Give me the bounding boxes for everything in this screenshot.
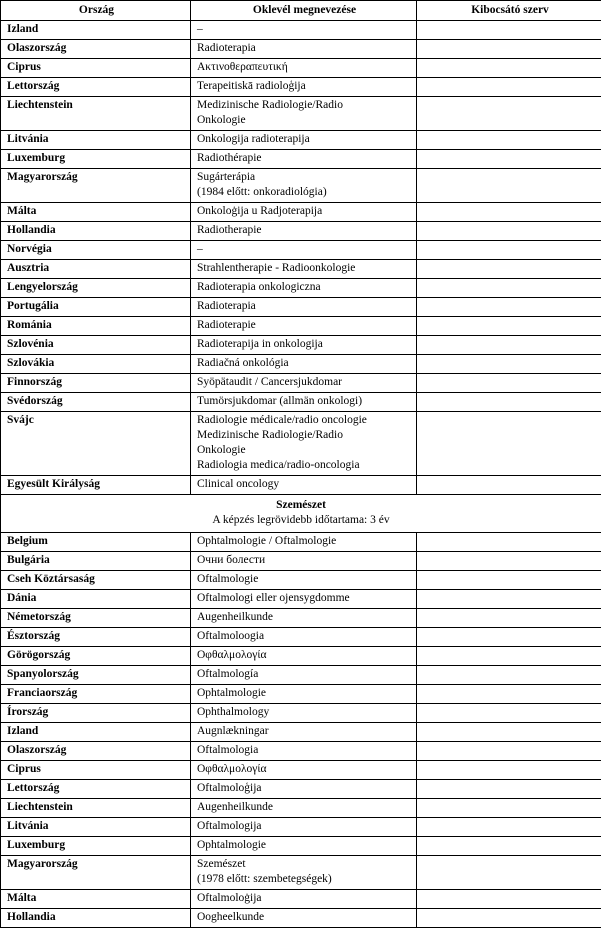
issuer-cell — [417, 909, 601, 928]
country-cell: Németország — [1, 609, 191, 628]
country-cell: Szlovákia — [1, 355, 191, 374]
country-cell: Málta — [1, 203, 191, 222]
country-cell: Finnország — [1, 374, 191, 393]
issuer-cell — [417, 818, 601, 837]
diploma-cell — [191, 647, 417, 666]
country-cell: Románia — [1, 317, 191, 336]
diploma-line: Oftalmoloġija — [197, 891, 412, 906]
country-cell: Olaszország — [1, 40, 191, 59]
section-title: Szemészet — [5, 498, 597, 513]
diploma-line: Radioterapija in onkologija — [197, 337, 412, 352]
diploma-line: Radioterapia onkologiczna — [197, 280, 412, 295]
diploma-line: Medizinische Radiologie/Radio — [197, 98, 412, 113]
diploma-cell — [191, 169, 417, 203]
issuer-cell — [417, 203, 601, 222]
table-row — [1, 761, 601, 780]
issuer-cell — [417, 131, 601, 150]
diploma-cell — [191, 317, 417, 336]
country-cell: Belgium — [1, 533, 191, 552]
issuer-cell — [417, 393, 601, 412]
header-row — [1, 1, 601, 21]
issuer-cell — [417, 412, 601, 476]
diploma-cell — [191, 742, 417, 761]
table-row — [1, 336, 601, 355]
diploma-line: Oftalmologia — [197, 743, 412, 758]
issuer-cell — [417, 742, 601, 761]
diploma-line: Radioterapia — [197, 41, 412, 56]
country-cell: Hollandia — [1, 909, 191, 928]
issuer-cell — [417, 837, 601, 856]
diploma-line: Oftalmoloogia — [197, 629, 412, 644]
table-row — [1, 131, 601, 150]
diploma-cell — [191, 374, 417, 393]
diploma-cell — [191, 552, 417, 571]
issuer-cell — [417, 666, 601, 685]
header-diploma: Oklevél megnevezése — [191, 1, 417, 21]
diploma-line: Oftalmoloģija — [197, 781, 412, 796]
issuer-cell — [417, 169, 601, 203]
country-cell: Liechtenstein — [1, 97, 191, 131]
table-row — [1, 704, 601, 723]
issuer-cell — [417, 59, 601, 78]
diploma-cell — [191, 241, 417, 260]
issuer-cell — [417, 647, 601, 666]
diploma-cell — [191, 799, 417, 818]
table-row — [1, 222, 601, 241]
country-cell: Izland — [1, 723, 191, 742]
country-cell: Lengyelország — [1, 279, 191, 298]
table-row — [1, 355, 601, 374]
country-cell: Litvánia — [1, 818, 191, 837]
issuer-cell — [417, 761, 601, 780]
issuer-cell — [417, 723, 601, 742]
diploma-cell — [191, 279, 417, 298]
country-cell: Svájc — [1, 412, 191, 476]
country-cell: Luxemburg — [1, 837, 191, 856]
diploma-line: – — [197, 22, 412, 37]
diploma-line: Clinical oncology — [197, 477, 412, 492]
diploma-line: Radioterapie — [197, 318, 412, 333]
diploma-line: Strahlentherapie - Radioonkologie — [197, 261, 412, 276]
country-cell: Spanyolország — [1, 666, 191, 685]
diploma-line: Radioterapia — [197, 299, 412, 314]
diploma-line: Ophtalmologie — [197, 686, 412, 701]
table-row — [1, 59, 601, 78]
diploma-cell — [191, 818, 417, 837]
table-row — [1, 799, 601, 818]
country-cell: Lettország — [1, 78, 191, 97]
issuer-cell — [417, 685, 601, 704]
issuer-cell — [417, 609, 601, 628]
table-row — [1, 97, 601, 131]
diploma-line: Oftalmología — [197, 667, 412, 682]
country-cell: Bulgária — [1, 552, 191, 571]
table-header — [1, 1, 601, 21]
table-row — [1, 723, 601, 742]
country-cell: Luxemburg — [1, 150, 191, 169]
country-cell: Svédország — [1, 393, 191, 412]
diploma-cell — [191, 723, 417, 742]
diploma-cell — [191, 837, 417, 856]
table-row — [1, 856, 601, 890]
diploma-line: Onkologie — [197, 113, 412, 128]
diploma-line: Augenheilkunde — [197, 610, 412, 625]
section-row — [1, 495, 601, 533]
diploma-cell — [191, 260, 417, 279]
table-row — [1, 412, 601, 476]
issuer-cell — [417, 97, 601, 131]
table-row — [1, 609, 601, 628]
diploma-cell — [191, 21, 417, 40]
table-row — [1, 241, 601, 260]
diploma-line: – — [197, 242, 412, 257]
issuer-cell — [417, 336, 601, 355]
issuer-cell — [417, 780, 601, 799]
country-cell: Észtország — [1, 628, 191, 647]
table-row — [1, 837, 601, 856]
diploma-cell — [191, 685, 417, 704]
diploma-line: Augnlækningar — [197, 724, 412, 739]
diploma-line: Oftalmologie — [197, 572, 412, 587]
table-row — [1, 590, 601, 609]
country-cell: Liechtenstein — [1, 799, 191, 818]
issuer-cell — [417, 533, 601, 552]
table-row — [1, 685, 601, 704]
table-row — [1, 818, 601, 837]
table-row — [1, 571, 601, 590]
diploma-cell — [191, 571, 417, 590]
diploma-line: Radiotherapie — [197, 223, 412, 238]
issuer-cell — [417, 628, 601, 647]
diploma-line: Οφθαλμολογία — [197, 762, 412, 777]
country-cell: Olaszország — [1, 742, 191, 761]
table-row — [1, 552, 601, 571]
diploma-line: Очни болести — [197, 553, 412, 568]
rows-ophthalmology — [1, 533, 601, 928]
country-cell: Ciprus — [1, 761, 191, 780]
diploma-cell — [191, 476, 417, 495]
table-row — [1, 279, 601, 298]
country-cell: Írország — [1, 704, 191, 723]
section-cell — [1, 495, 601, 533]
issuer-cell — [417, 374, 601, 393]
table-row — [1, 317, 601, 336]
country-cell: Ciprus — [1, 59, 191, 78]
table-row — [1, 298, 601, 317]
country-cell: Lettország — [1, 780, 191, 799]
country-cell: Portugália — [1, 298, 191, 317]
issuer-cell — [417, 298, 601, 317]
country-cell: Málta — [1, 890, 191, 909]
diploma-cell — [191, 393, 417, 412]
diploma-cell — [191, 203, 417, 222]
diploma-line: Onkologija radioterapija — [197, 132, 412, 147]
diploma-cell — [191, 131, 417, 150]
country-cell: Magyarország — [1, 169, 191, 203]
header-issuer: Kibocsátó szerv — [417, 1, 601, 21]
diploma-line: Augenheilkunde — [197, 800, 412, 815]
table-row — [1, 40, 601, 59]
issuer-cell — [417, 150, 601, 169]
diploma-line: Ακτινοθεραπευτική — [197, 60, 412, 75]
issuer-cell — [417, 78, 601, 97]
diploma-cell — [191, 412, 417, 476]
issuer-cell — [417, 40, 601, 59]
table-row — [1, 203, 601, 222]
country-cell: Dánia — [1, 590, 191, 609]
diploma-line: (1978 előtt: szembetegségek) — [197, 872, 412, 887]
diploma-line: Syöpätaudit / Cancersjukdomar — [197, 375, 412, 390]
diploma-cell — [191, 704, 417, 723]
issuer-cell — [417, 590, 601, 609]
table-row — [1, 393, 601, 412]
diploma-line: Radiačná onkológia — [197, 356, 412, 371]
country-cell: Norvégia — [1, 241, 191, 260]
table-row — [1, 21, 601, 40]
issuer-cell — [417, 241, 601, 260]
issuer-cell — [417, 552, 601, 571]
issuer-cell — [417, 571, 601, 590]
diploma-line: Tumörsjukdomar (allmän onkologi) — [197, 394, 412, 409]
diploma-line: Szemészet — [197, 857, 412, 872]
diploma-line: Onkologie — [197, 443, 412, 458]
diploma-cell — [191, 780, 417, 799]
table-row — [1, 476, 601, 495]
table-row — [1, 647, 601, 666]
diploma-cell — [191, 590, 417, 609]
diploma-line: Oftalmologija — [197, 819, 412, 834]
diploma-cell — [191, 533, 417, 552]
diploma-cell — [191, 97, 417, 131]
diploma-cell — [191, 856, 417, 890]
diploma-line: Ophtalmologie — [197, 838, 412, 853]
diploma-cell — [191, 890, 417, 909]
country-cell: Ausztria — [1, 260, 191, 279]
table-row — [1, 374, 601, 393]
issuer-cell — [417, 279, 601, 298]
diploma-line: Onkoloġija u Radjoterapija — [197, 204, 412, 219]
section-header — [1, 495, 601, 533]
diploma-line: Radiologia medica/radio-oncologia — [197, 458, 412, 473]
issuer-cell — [417, 856, 601, 890]
table-row — [1, 780, 601, 799]
table-row — [1, 169, 601, 203]
country-cell: Egyesült Királyság — [1, 476, 191, 495]
issuer-cell — [417, 704, 601, 723]
table-row — [1, 78, 601, 97]
issuer-cell — [417, 317, 601, 336]
diploma-cell — [191, 336, 417, 355]
issuer-cell — [417, 21, 601, 40]
diploma-line: Sugárterápia — [197, 170, 412, 185]
diploma-line: Medizinische Radiologie/Radio — [197, 428, 412, 443]
diploma-line: Ophtalmologie / Oftalmologie — [197, 534, 412, 549]
table-row — [1, 666, 601, 685]
table-row — [1, 909, 601, 928]
issuer-cell — [417, 890, 601, 909]
diploma-cell — [191, 222, 417, 241]
issuer-cell — [417, 355, 601, 374]
table-row — [1, 628, 601, 647]
diploma-cell — [191, 78, 417, 97]
country-cell: Hollandia — [1, 222, 191, 241]
diploma-line: Ophthalmology — [197, 705, 412, 720]
diploma-line: Radiothérapie — [197, 151, 412, 166]
country-cell: Magyarország — [1, 856, 191, 890]
issuer-cell — [417, 799, 601, 818]
country-cell: Szlovénia — [1, 336, 191, 355]
diploma-cell — [191, 355, 417, 374]
diploma-line: Οφθαλμολογία — [197, 648, 412, 663]
diploma-cell — [191, 761, 417, 780]
table-row — [1, 150, 601, 169]
table-row — [1, 742, 601, 761]
rows-radiotherapy — [1, 21, 601, 495]
diploma-cell — [191, 298, 417, 317]
country-cell: Cseh Köztársaság — [1, 571, 191, 590]
country-cell: Izland — [1, 21, 191, 40]
diploma-cell — [191, 40, 417, 59]
section-subtitle: A képzés legrövidebb időtartama: 3 év — [5, 513, 597, 528]
diploma-cell — [191, 609, 417, 628]
country-cell: Görögország — [1, 647, 191, 666]
diploma-line: Radiologie médicale/radio oncologie — [197, 413, 412, 428]
table-row — [1, 890, 601, 909]
issuer-cell — [417, 260, 601, 279]
diploma-line: Oogheelkunde — [197, 910, 412, 925]
header-country: Ország — [1, 1, 191, 21]
issuer-cell — [417, 476, 601, 495]
diploma-cell — [191, 666, 417, 685]
country-cell: Litvánia — [1, 131, 191, 150]
diploma-cell — [191, 909, 417, 928]
diploma-line: Terapeitiskā radioloģija — [197, 79, 412, 94]
country-cell: Franciaország — [1, 685, 191, 704]
table-row — [1, 260, 601, 279]
table-row — [1, 533, 601, 552]
diploma-line: (1984 előtt: onkoradiológia) — [197, 185, 412, 200]
diploma-line: Oftalmologi eller ojensygdomme — [197, 591, 412, 606]
diploma-cell — [191, 59, 417, 78]
diploma-cell — [191, 628, 417, 647]
diploma-cell — [191, 150, 417, 169]
issuer-cell — [417, 222, 601, 241]
